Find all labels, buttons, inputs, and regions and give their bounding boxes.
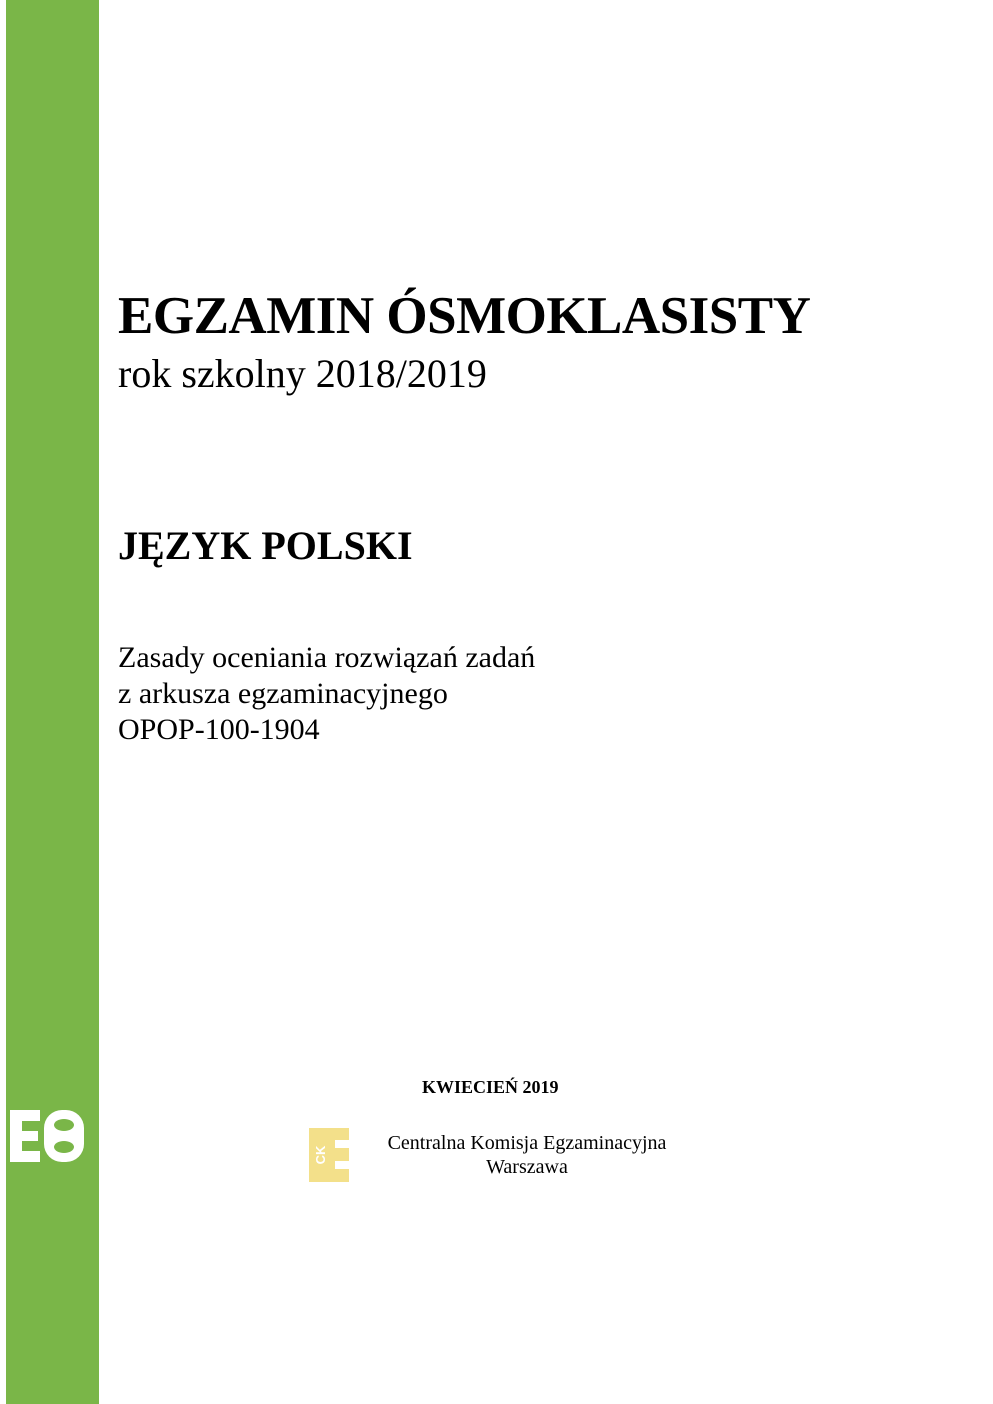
exam-date: KWIECIEŃ 2019: [422, 1077, 559, 1097]
e8-logo-icon: [8, 1106, 88, 1166]
exam-title: EGZAMIN ÓSMOKLASISTY: [118, 287, 811, 345]
svg-text:CK: CK: [313, 1145, 328, 1165]
document-description: [118, 640, 535, 748]
school-year: rok szkolny 2018/2019: [118, 351, 487, 396]
cke-logo-icon: [309, 1128, 349, 1182]
description-line: Zasady oceniania rozwiązań zadań: [118, 641, 536, 674]
institution-name: Centralna Komisja Egzaminacyjna: [387, 1132, 667, 1154]
green-side-band: [6, 0, 99, 1404]
subject-title: JĘZYK POLSKI: [118, 523, 413, 568]
institution-city: Warszawa: [486, 1156, 568, 1178]
sheet-code: OPOP-100-1904: [118, 713, 320, 746]
description-line: z arkusza egzaminacyjnego: [118, 677, 448, 710]
institution-block: [384, 1131, 670, 1179]
